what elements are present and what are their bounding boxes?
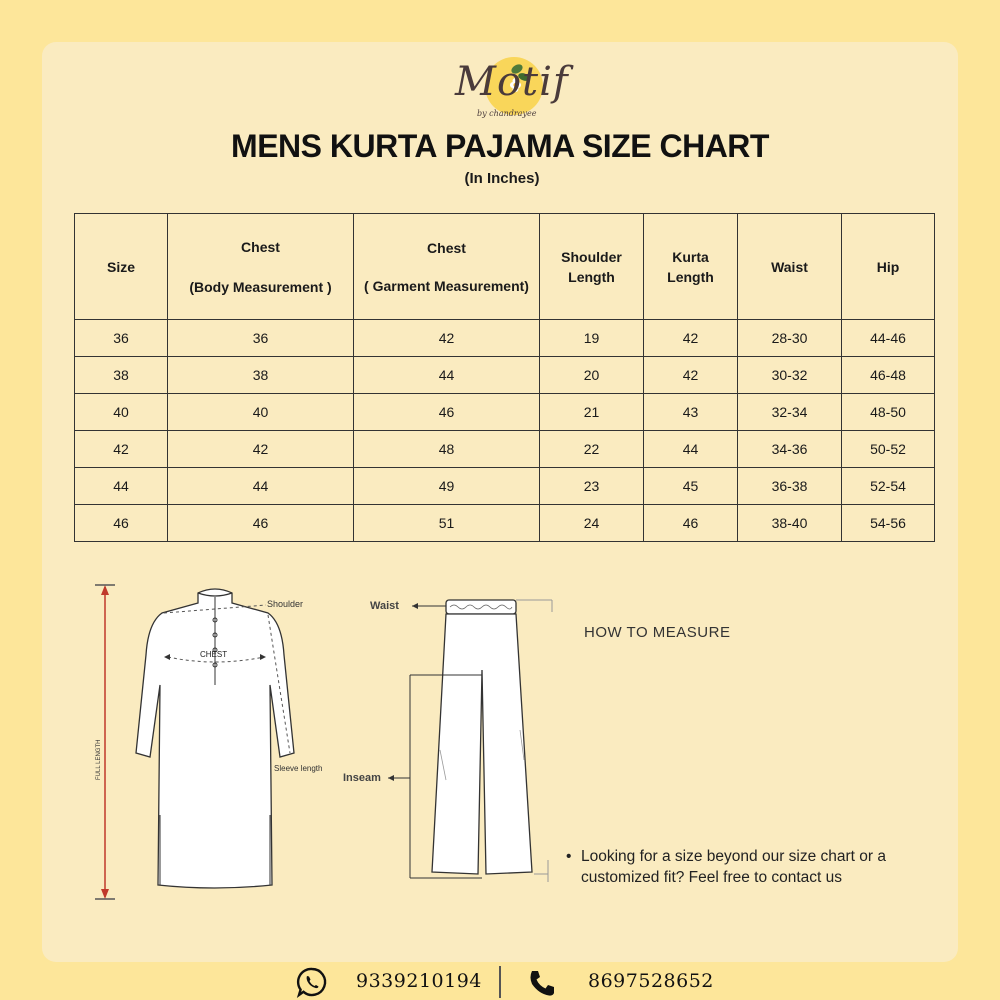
logo-wordmark: Motif (455, 59, 569, 105)
col-header-chest-garment: Chest ( Garment Measurement) (354, 214, 540, 320)
col-header-hip: Hip (842, 214, 935, 320)
page-title (0, 128, 1000, 165)
logo-subtext: by chandrayee (477, 109, 537, 118)
cell-hip: 48-50 (842, 394, 935, 431)
cell-chest-garment: 44 (354, 357, 540, 394)
chest-label: CHEST (200, 650, 228, 659)
col-header-chest-body: Chest (Body Measurement ) (168, 214, 354, 320)
cell-hip: 52-54 (842, 468, 935, 505)
cell-waist: 38-40 (738, 505, 842, 542)
cell-size: 36 (75, 320, 168, 357)
cell-chest-body: 38 (168, 357, 354, 394)
shoulder-label: Shoulder (267, 599, 304, 609)
cell-chest-garment: 48 (354, 431, 540, 468)
waist-label: Waist (370, 600, 399, 612)
inseam-label: Inseam (343, 772, 381, 784)
cell-waist: 36-38 (738, 468, 842, 505)
col-header-kurta-length: Kurta Length (644, 214, 738, 320)
cell-size: 40 (75, 394, 168, 431)
cell-chest-garment: 49 (354, 468, 540, 505)
size-chart-table (74, 213, 935, 542)
how-to-measure-heading: HOW TO MEASURE (584, 624, 731, 641)
phone-number[interactable]: 8697528652 (588, 970, 714, 992)
cell-waist: 34-36 (738, 431, 842, 468)
cell-size: 42 (75, 431, 168, 468)
cell-kurta-length: 45 (644, 468, 738, 505)
cell-shoulder-length: 21 (540, 394, 644, 431)
cell-size: 46 (75, 505, 168, 542)
cell-kurta-length: 46 (644, 505, 738, 542)
cell-shoulder-length: 19 (540, 320, 644, 357)
title-part-1: MENS KURTA (231, 128, 437, 164)
cell-kurta-length: 44 (644, 431, 738, 468)
cell-waist: 30-32 (738, 357, 842, 394)
col-header-size: Size (75, 214, 168, 320)
cell-chest-body: 36 (168, 320, 354, 357)
whatsapp-number[interactable]: 9339210194 (356, 970, 482, 992)
contact-bar (0, 964, 1000, 1000)
cell-size: 44 (75, 468, 168, 505)
cell-shoulder-length: 24 (540, 505, 644, 542)
cell-chest-body: 44 (168, 468, 354, 505)
cell-kurta-length: 43 (644, 394, 738, 431)
cell-chest-garment: 51 (354, 505, 540, 542)
sleeve-length-label: Sleeve length (274, 764, 323, 773)
page-subtitle: (In Inches) (464, 170, 540, 187)
table-row (75, 394, 935, 431)
table-row (75, 505, 935, 542)
table-row (75, 468, 935, 505)
cell-shoulder-length: 23 (540, 468, 644, 505)
cell-chest-garment: 46 (354, 394, 540, 431)
custom-size-note-text: Looking for a size beyond our size chart or a customized fit? Feel free to contact us (581, 848, 887, 886)
whatsapp-icon (296, 966, 328, 998)
pajama-diagram (340, 590, 560, 890)
bullet-icon: • (566, 848, 572, 865)
cell-hip: 50-52 (842, 431, 935, 468)
contact-divider (499, 966, 501, 998)
phone-icon (527, 968, 557, 998)
cell-shoulder-length: 22 (540, 431, 644, 468)
cell-chest-body: 46 (168, 505, 354, 542)
col-header-shoulder-length: Shoulder Length (540, 214, 644, 320)
cell-hip: 54-56 (842, 505, 935, 542)
title-part-2: PAJAMA SIZE CHART (445, 128, 769, 164)
cell-chest-body: 42 (168, 431, 354, 468)
kurta-diagram (80, 575, 350, 910)
brand-logo (447, 55, 569, 125)
custom-size-note (566, 846, 926, 888)
cell-waist: 32-34 (738, 394, 842, 431)
cell-shoulder-length: 20 (540, 357, 644, 394)
cell-chest-body: 40 (168, 394, 354, 431)
cell-waist: 28-30 (738, 320, 842, 357)
cell-kurta-length: 42 (644, 357, 738, 394)
col-header-waist: Waist (738, 214, 842, 320)
table-row (75, 431, 935, 468)
cell-kurta-length: 42 (644, 320, 738, 357)
full-length-label: FULL LENGTH (96, 739, 102, 780)
cell-chest-garment: 42 (354, 320, 540, 357)
cell-hip: 44-46 (842, 320, 935, 357)
table-header-row (75, 214, 935, 320)
table-row (75, 357, 935, 394)
pajama-outline (432, 614, 532, 874)
table-row (75, 320, 935, 357)
cell-size: 38 (75, 357, 168, 394)
cell-hip: 46-48 (842, 357, 935, 394)
